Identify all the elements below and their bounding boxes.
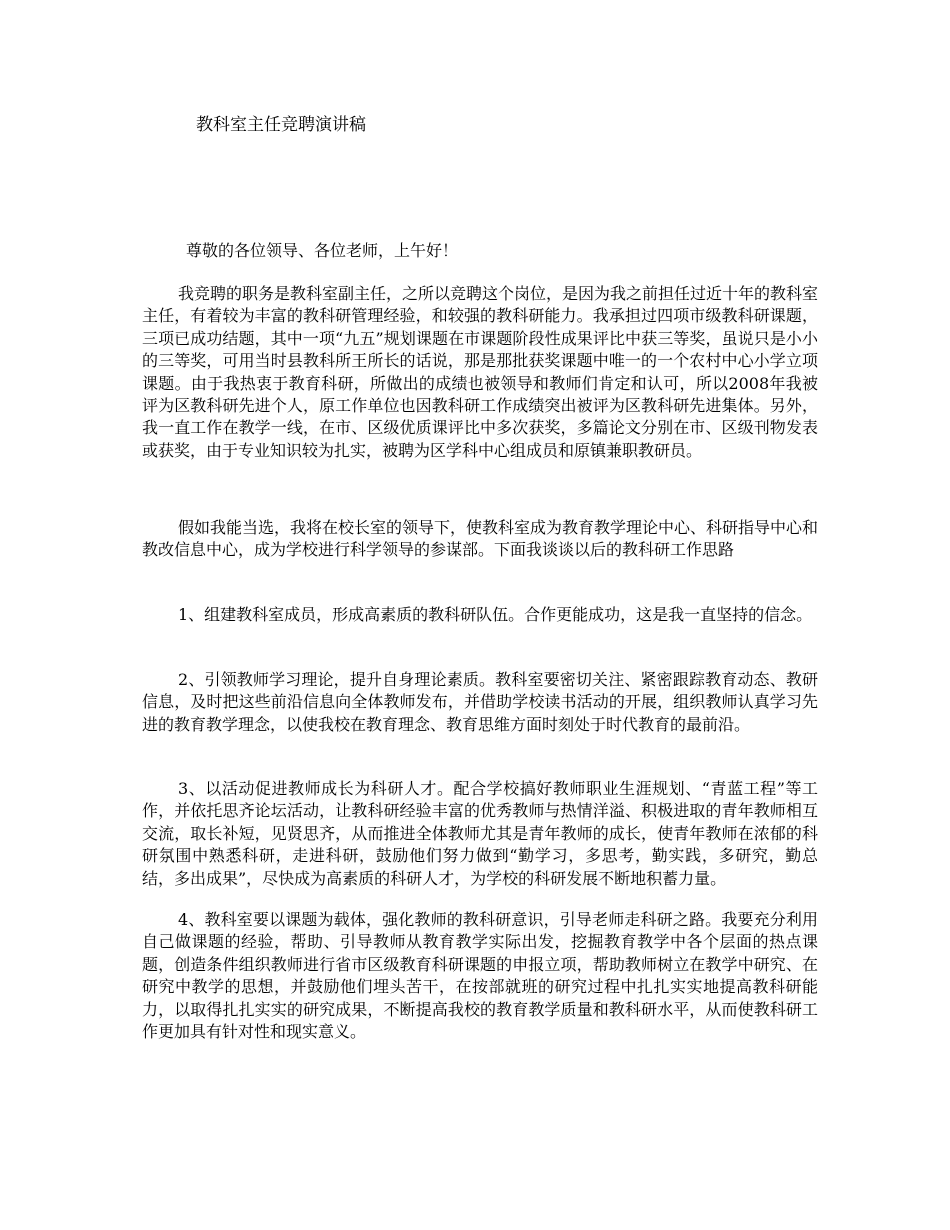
greeting-line: 尊敬的各位领导、各位老师，上午好！ — [186, 241, 459, 260]
paragraph-plan-intro: 假如我能当选，我将在校长室的领导下，使教科室成为教育教学理论中心、科研指导中心和教改信息中心，成为学校进行科学领导的参谋部。下面我谈谈以后的教科研工作思路 — [142, 518, 819, 560]
paragraph-background: 我竞聘的职务是教科室副主任，之所以竞聘这个岗位，是因为我之前担任过近十年的教科室主任，有着较为丰富的教科研管理经验，和较强的教科研能力。我承担过四项市级教科研课题，三项已成功结题，其中一项“九五”规划课题在市课题阶段性成果评比中获三等奖，虽说只是小小的三等奖，可用当时县教科所王所长的话说，那是那批获奖课题中唯一的一个农村中心小学立项课题。由于我热衷于教育科研，所做出的成绩也被领导和教师们肯定和认可，所以2008年我被评为区教科研先进个人，原工作单位也因教科研工作成绩突出被评为区教科研先进集体。另外，我一直工作在教学一线，在市、区级优质课评比中多次获奖，多篇论文分别在市、区级刊物发表或获奖，由于专业知识较为扎实，被聘为区学科中心组成员和原镇兼职教研员。 — [142, 284, 819, 460]
document-title: 教科室主任竞聘演讲稿 — [196, 115, 366, 135]
paragraph-point-4: 4、教科室要以课题为载体，强化教师的教科研意识，引导老师走科研之路。我要充分利用自己做课题的经验，帮助、引导教师从教育教学实际出发，挖掘教育教学中各个层面的热点课题，创造条件组织教师进行省市区级教育科研课题的申报立项，帮助教师树立在教学中研究、在研究中教学的思想，并鼓励他们埋头苦干，在按部就班的研究过程中扎扎实实地提高教科研能力，以取得扎扎实实的研究成果，不断提高我校的教育教学质量和教科研水平，从而使教科研工作更加具有针对性和现实意义。 — [142, 910, 818, 1042]
paragraph-point-3: 3、以活动促进教师成长为科研人才。配合学校搞好教师职业生涯规划、“青蓝工程”等工作，并依托思齐论坛活动，让教科研经验丰富的优秀教师与热情洋溢、积极进取的青年教师相互交流，取长补短，见贤思齐，从而推进全体教师尤其是青年教师的成长，使青年教师在浓郁的科研氛围中熟悉科研，走进科研，鼓励他们努力做到“勤学习，多思考，勤实践，多研究，勤总结，多出成果”，尽快成为高素质的科研人才，为学校的科研发展不断地积蓄力量。 — [142, 779, 818, 888]
paragraph-point-1: 1、组建教科室成员，形成高素质的教科研队伍。合作更能成功，这是我一直坚持的信念。 — [178, 605, 813, 624]
paragraph-point-2: 2、引领教师学习理论，提升自身理论素质。教科室要密切关注、紧密跟踪教育动态、教研信息，及时把这些前沿信息向全体教师发布，并借助学校读书活动的开展，组织教师认真学习先进的教育教学理念，以使我校在教育理念、教育思维方面时刻处于时代教育的最前沿。 — [142, 670, 818, 734]
